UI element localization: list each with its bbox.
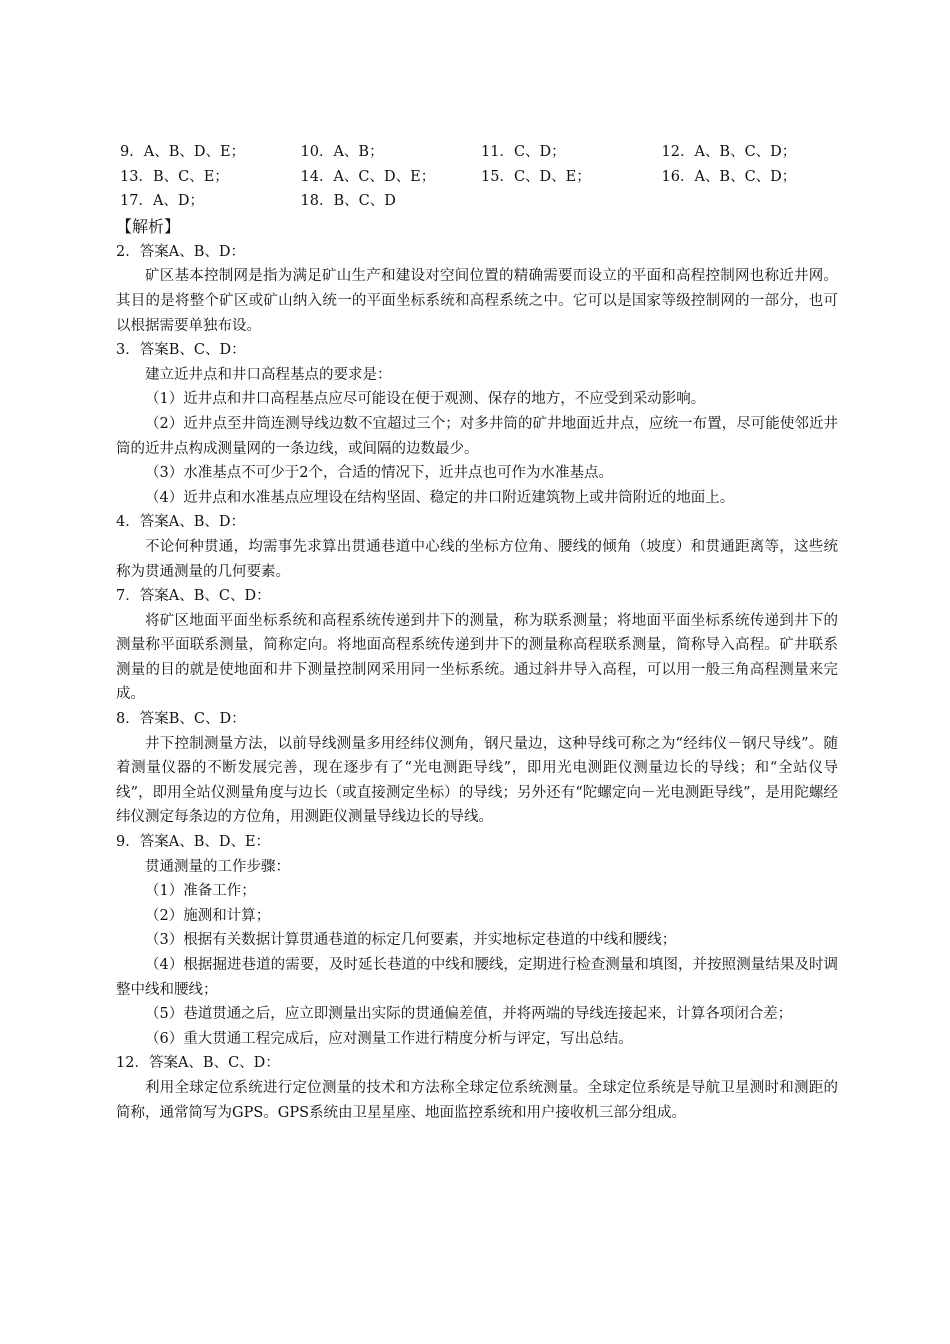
- answer-item: 17．A、D；: [120, 193, 205, 210]
- analysis-section: [116, 240, 838, 338]
- explanation-paragraph: （2）施测和计算；: [145, 907, 271, 924]
- answer-item: 14．A、C、D、E；: [300, 168, 436, 185]
- analysis-section: [116, 510, 838, 584]
- answer-item: 11．C、D；: [481, 144, 566, 160]
- answer-item: [477, 189, 658, 214]
- explanation-paragraph: 建立近井点和井口高程基点的要求是：: [145, 366, 392, 383]
- explanation-paragraph: （4）根据掘进巷道的需要，及时延长巷道的中线和腰线，定期进行检查测量和填图，并按照测量结果及时调整中线和腰线；: [116, 957, 838, 998]
- question-answer-label: 4．答案A、B、D：: [116, 514, 245, 531]
- explanation-paragraph: （2）近井点至井筒连测导线边数不宜超过三个；对多井筒的矿井地面近井点，应统一布置，尽可能使邻近井筒的近井点构成测量网的一条边线，或间隔的边数最少。: [116, 415, 838, 457]
- answer-item: 10．A、B；: [300, 144, 384, 160]
- explanation-paragraph: （3）根据有关数据计算贯通巷道的标定几何要素，并实地标定巷道的中线和腰线；: [145, 932, 677, 949]
- analysis-section: [116, 338, 838, 510]
- question-answer-label: 7．答案A、B、C、D：: [116, 588, 271, 605]
- answer-item: 16．A、B、C、D；: [661, 168, 797, 185]
- explanation-paragraph: （1）准备工作；: [145, 883, 256, 900]
- question-answer-label: 3．答案B、C、D：: [116, 342, 246, 359]
- answer-item: 18．B、C、D: [300, 193, 396, 210]
- explanation-paragraph: 将矿区地面平面坐标系统和高程系统传递到井下的测量，称为联系测量；将地面平面坐标系统传递到井下的测量称平面联系测量，简称定向。将地面高程系统传递到井下的测量称高程联系测量，简称导入高程。矿井联系测量的目的就是使地面和井下测量控制网采用同一坐标系统。通过斜井导入高程，可以用一般三角高程测量来完成。: [116, 612, 838, 703]
- analysis-section: [116, 830, 838, 1051]
- answer-item: [658, 189, 839, 214]
- explanation-paragraph: 贯通测量的工作步骤：: [145, 858, 290, 875]
- explanation-paragraph: 井下控制测量方法，以前导线测量多用经纬仪测角，钢尺量边，这种导线可称之为“经纬仪－钢尺导线”。随着测量仪器的不断发展完善，现在逐步有了“光电测距导线”，即用光电测距仪测量边长的导线；和“全站仪导线”，即用全站仪测量角度与边长（或直接测定坐标）的导线；另外还有“陀螺定向－光电测距导线”，是用陀螺经纬仪测定每条边的方位角，用测距仪测量导线边长的导线。: [116, 735, 838, 826]
- document-page: [116, 140, 838, 1125]
- explanation-paragraph: （6）重大贯通工程完成后，应对测量工作进行精度分析与评定，写出总结。: [145, 1030, 633, 1047]
- explanation-paragraph: （5）巷道贯通之后，应立即测量出实际的贯通偏差值，并将两端的导线连接起来，计算各项闭合差；: [145, 1006, 793, 1023]
- answer-item: 13．B、C、E；: [120, 168, 229, 185]
- explanation-paragraph: （3）水准基点不可少于2个，合适的情况下，近井点也可作为水准基点。: [145, 465, 613, 482]
- analysis-heading: 【解析】: [116, 216, 181, 236]
- analysis-section: [116, 707, 838, 830]
- explanation-paragraph: 矿区基本控制网是指为满足矿山生产和建设对空间位置的精确需要而设立的平面和高程控制网也称近井网。其目的是将整个矿区或矿山纳入统一的平面坐标系统和高程系统之中。它可以是国家等级控制网的一部分，也可以根据需要单独布设。: [116, 268, 838, 334]
- analysis-section: [116, 1051, 838, 1125]
- answer-item: 15．C、D、E；: [481, 168, 591, 185]
- answer-item: 9．A、B、D、E；: [120, 144, 246, 160]
- question-answer-label: 12．答案A、B、C、D：: [116, 1055, 280, 1072]
- explanation-paragraph: （1）近井点和井口高程基点应尽可能设在便于观测、保存的地方，不应受到采动影响。: [145, 391, 706, 408]
- answer-row: [116, 165, 838, 190]
- answer-item: 12．A、B、C、D；: [661, 144, 797, 160]
- explanation-paragraph: 不论何种贯通，均需事先求算出贯通巷道中心线的坐标方位角、腰线的倾角（坡度）和贯通距离等，这些统称为贯通测量的几何要素。: [116, 538, 838, 580]
- question-answer-label: 2．答案A、B、D：: [116, 243, 245, 260]
- analysis-section: [116, 584, 838, 707]
- question-answer-label: 9．答案A、B、D、E：: [116, 834, 271, 851]
- answer-grid: [116, 140, 838, 214]
- explanation-paragraph: （4）近井点和水准基点应埋设在结构坚固、稳定的井口附近建筑物上或井筒附近的地面上。: [145, 489, 735, 506]
- answer-row: [116, 140, 838, 165]
- explanation-paragraph: 利用全球定位系统进行定位测量的技术和方法称全球定位系统测量。全球定位系统是导航卫星测时和测距的简称，通常简写为GPS。GPS系统由卫星星座、地面监控系统和用户接收机三部分组成。: [116, 1079, 838, 1121]
- answer-row: [116, 189, 838, 214]
- analysis-sections: [116, 240, 838, 1125]
- question-answer-label: 8．答案B、C、D：: [116, 711, 246, 728]
